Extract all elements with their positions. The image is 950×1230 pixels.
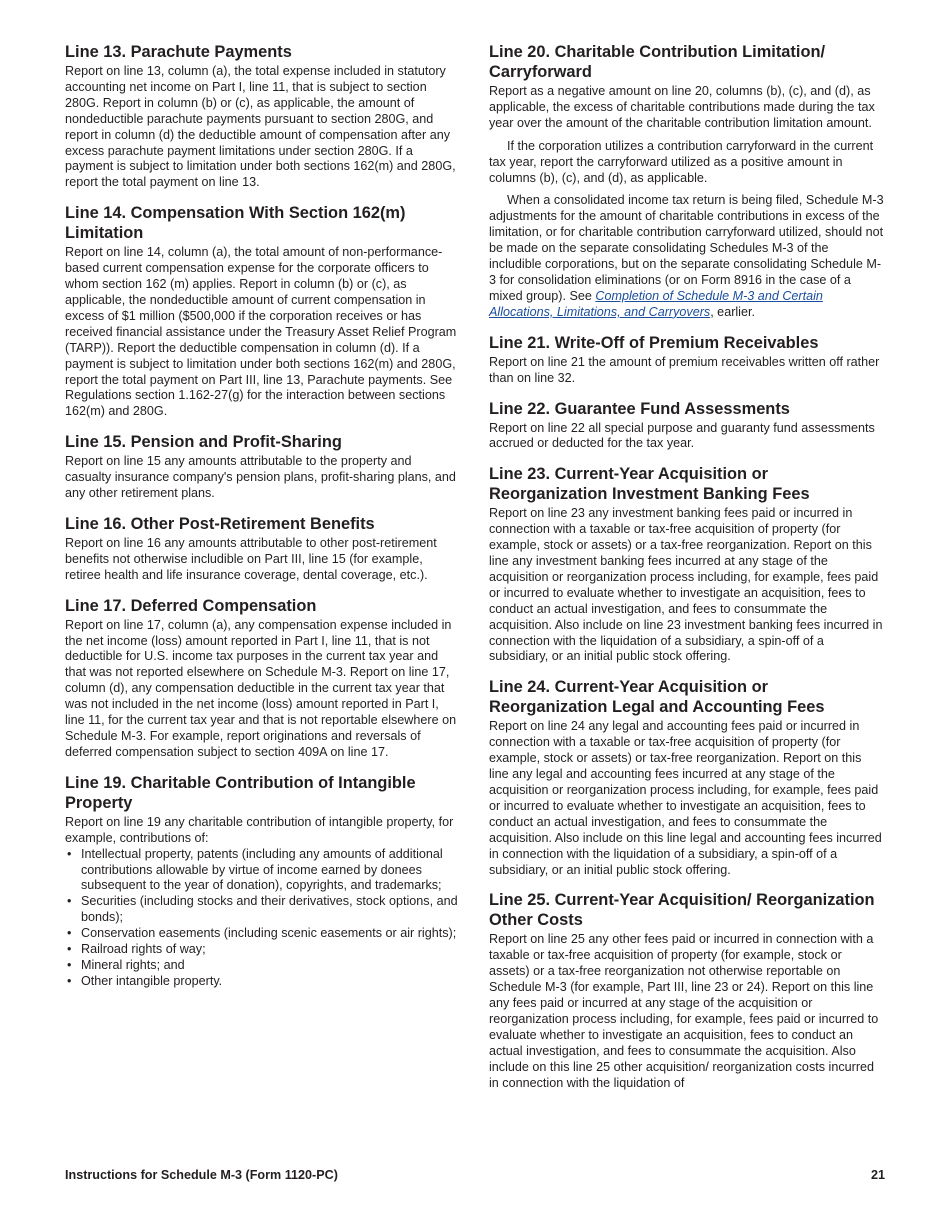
text-line-13: Report on line 13, column (a), the total expense included in statutory accounting net income on Part I, line 11, that is subject to section 280G. Report in column (b) or (c), as applicable, the amount of nondeductible parachute payments pursuant to section 280G, and report in column (d) the deductible amount of compensation after any excess parachute payment limitations under section 280G. If a payment is subject to limitation under both sections 162(m) and 280G, report the total payment on line 13. bbox=[65, 64, 456, 190]
text-line-16: Report on line 16 any amounts attributable to other post-retirement benefits not otherwise includible on Part III, line 15 (for example, retiree health and life insurance coverage, dental coverage, etc.). bbox=[65, 535, 437, 582]
text-line-23: Report on line 23 any investment banking fees paid or incurred in connection with a taxable or tax-free acquisition of property (for example, stock or assets) or a tax-free reorganization. Report on this line any investment banking fees incurred at any stage of the acquisition or reorganization process including, for example, fees paid or incurred to evaluate whether to investigate an acquisition, fees to conduct an actual investigation, and fees to consummate the acquisition. Also include on line 23 investment banking fees incurred in connection with the liquidation of a subsidiary, a spin-off of a subsidiary, or an initial public stock offering. bbox=[489, 506, 883, 664]
left-column bbox=[65, 42, 460, 1002]
text-line-21: Report on line 21 the amount of premium receivables written off rather than on line 32. bbox=[489, 354, 880, 385]
section-line-22 bbox=[489, 399, 884, 453]
list-item: • Railroad rights of way; bbox=[65, 942, 460, 958]
section-line-21 bbox=[489, 333, 884, 387]
right-column bbox=[489, 42, 884, 1104]
heading-line-22: Line 22. Guarantee Fund Assessments bbox=[489, 399, 790, 418]
text-line-14: Report on line 14, column (a), the total amount of non-performance-based current compensation expense for the corporate officers to whom section 162 (m) applies. Report in column (b) or (c), as applicable, the nondeductible amount of current compensation in excess of $1 million ($500,000 if the corporation receives or has received financial assistance under the Treasury Asset Relief Program (TARP)). Report the deductible compensation in column (d). If a payment is subject to limitation under both sections 162(m) and 280G, report the total payment on Part III, line 13, Parachute payments. See Regulations section 1.162-27(g) for the interaction between sections 162(m) and 280G. bbox=[65, 245, 457, 419]
heading-line-17: Line 17. Deferred Compensation bbox=[65, 596, 317, 615]
section-line-17 bbox=[65, 596, 460, 761]
section-line-13 bbox=[65, 42, 460, 191]
section-line-19 bbox=[65, 773, 460, 990]
section-line-25 bbox=[489, 890, 884, 1091]
section-line-16 bbox=[65, 514, 460, 584]
section-line-24 bbox=[489, 677, 884, 878]
heading-line-21: Line 21. Write-Off of Premium Receivables bbox=[489, 333, 819, 352]
heading-line-24: Line 24. Current-Year Acquisition or Reorganization Legal and Accounting Fees bbox=[489, 678, 825, 717]
heading-line-19: Line 19. Charitable Contribution of Intangible Property bbox=[65, 773, 416, 812]
bullet-list-intangible-property bbox=[65, 847, 460, 990]
text-line-20-p1: Report as a negative amount on line 20, columns (b), (c), and (d), as applicable, the excess of charitable contributions made during the tax year over the amount of the charitable contribution limitation amount. bbox=[489, 84, 875, 130]
list-item: • Other intangible property. bbox=[65, 974, 460, 990]
text-line-15: Report on line 15 any amounts attributable to the property and casualty insurance company's pension plans, profit-sharing plans, and any other retirement plans. bbox=[65, 454, 456, 501]
footer-title: Instructions for Schedule M-3 (Form 1120-PC) bbox=[65, 1168, 338, 1182]
heading-line-23: Line 23. Current-Year Acquisition or Reorganization Investment Banking Fees bbox=[489, 465, 810, 504]
list-item: • Intellectual property, patents (including any amounts of additional contributions allowable by virtue of income earned by donees subsequent to the year of donation), copyrights, and trademarks; bbox=[65, 847, 460, 895]
heading-line-20: Line 20. Charitable Contribution Limitation/ Carryforward bbox=[489, 43, 826, 81]
page-number: 21 bbox=[870, 1168, 885, 1182]
text-line-20-p3-start: When a consolidated income tax return is being filed, Schedule M-3 adjustments for the amount of charitable contributions in excess of the limitation, or for charitable contribution carryforward utilized, should not be made on the separate consolidating Schedules M-3 of the includible corporations, but on the separate consolidating Schedule M-3 for consolidation eliminations (or on Form 8916 in the case of a mixed group). See bbox=[489, 193, 884, 303]
heading-line-25: Line 25. Current-Year Acquisition/ Reorganization Other Costs bbox=[489, 891, 875, 930]
list-item: • Securities (including stocks and their derivatives, stock options, and bonds); bbox=[65, 894, 460, 926]
text-line-17: Report on line 17, column (a), any compensation expense included in the net income (loss) amount reported in Part I, line 11, that is not deductible for U.S. income tax purposes in the current tax year and that was not reported elsewhere on Schedule M-3. Report on line 17, column (d), any compensation deductible in the current tax year that was not included in the net income (loss) amount reported in Part I, line 11, for the current tax year and that is not reportable elsewhere on Schedule M-3. For example, report originations and reversals of deferred compensation subject to section 409A on line 17. bbox=[65, 617, 457, 759]
link-completion-of-schedule-m3[interactable]: Completion of Schedule M-3 and Certain Allocations, Limitations, and Carryovers bbox=[489, 288, 823, 319]
text-line-20-p2: If the corporation utilizes a contribution carryforward in the current tax year, report the carryforward utilized as a positive amount in columns (b), (c), and (d), as applicable. bbox=[489, 138, 874, 185]
heading-line-13: Line 13. Parachute Payments bbox=[65, 43, 292, 61]
text-line-25: Report on line 25 any other fees paid or incurred in connection with a taxable or tax-free acquisition of property (for example, stock or assets) or a tax-free reorganization not otherwise reportable on Schedule M-3 (for example, Part III, line 23 or 24). Report on this line any fees paid or incurred at any stage of the acquisition or reorganization process including, for example, fees paid or incurred to evaluate whether to investigate an acquisition, fees to conduct an actual investigation, and fees to consummate the acquisition. Also include on this line 25 other acquisition/ reorganization costs incurred in connection with the liquidation of bbox=[489, 932, 879, 1090]
text-line-19-intro: Report on line 19 any charitable contribution of intangible property, for example, contributions of: bbox=[65, 814, 454, 845]
section-line-23 bbox=[489, 464, 884, 665]
heading-line-15: Line 15. Pension and Profit-Sharing bbox=[65, 433, 342, 452]
section-line-14 bbox=[65, 203, 460, 420]
text-line-20-p3 bbox=[489, 193, 884, 320]
heading-line-16: Line 16. Other Post-Retirement Benefits bbox=[65, 514, 375, 533]
text-line-22: Report on line 22 all special purpose and guaranty fund assessments accrued or deducted for the tax year. bbox=[489, 420, 875, 451]
list-item: • Mineral rights; and bbox=[65, 958, 460, 974]
section-line-15 bbox=[65, 432, 460, 502]
list-item: • Conservation easements (including scenic easements or air rights); bbox=[65, 926, 460, 942]
section-line-20 bbox=[489, 42, 884, 321]
heading-line-14: Line 14. Compensation With Section 162(m) Limitation bbox=[65, 204, 406, 243]
text-line-20-p3-end: , earlier. bbox=[710, 304, 755, 319]
text-line-24: Report on line 24 any legal and accounting fees paid or incurred in connection with a taxable or tax-free acquisition of property (for example, stock or assets) or tax-free reorganization. Report on this line any legal and accounting fees incurred at any stage of the acquisition or reorganization process including, for example, fees paid or incurred to evaluate whether to investigate an acquisition, fees to conduct an actual investigation, and fees to consummate the acquisition. Also include on this line legal and accounting fees incurred in connection with the liquidation of a subsidiary, a spin-off of a subsidiary, or an initial public stock offering. bbox=[489, 719, 882, 877]
